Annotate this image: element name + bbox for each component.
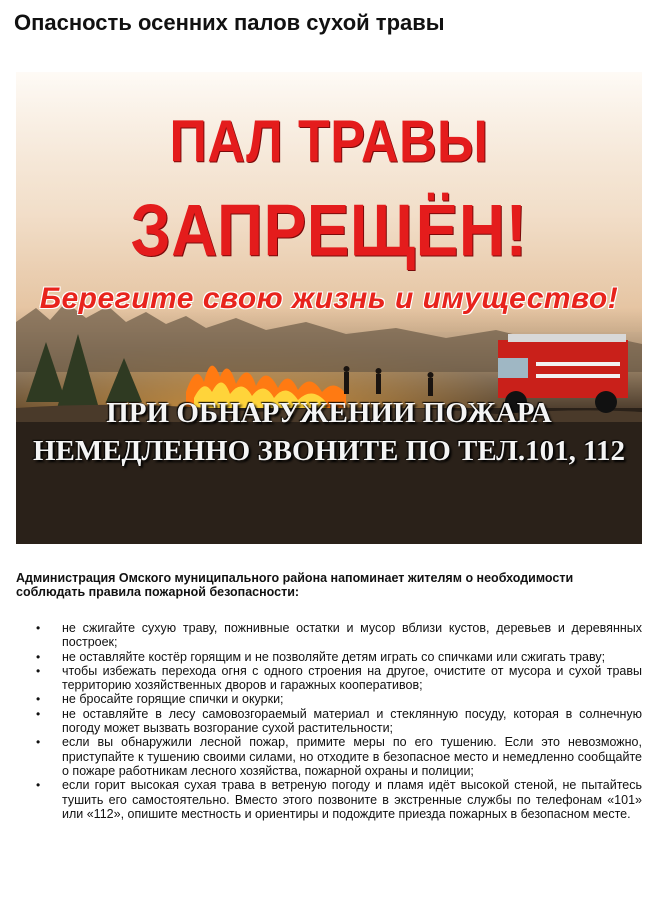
list-item (16, 650, 642, 664)
poster-callout-line-1: ПРИ ОБНАРУЖЕНИИ ПОЖАРА (106, 397, 552, 429)
rule-text: если вы обнаружили лесной пожар, примите меры по его тушению. Если это невозможно, приступайте к тушению своими силами, но отходите в безопасное место и немедленно сообщайте о пожаре работникам лесного хозяйства, пожарной охраны и полиции; (62, 735, 642, 778)
rule-text: не бросайте горящие спички и окурки; (62, 692, 284, 707)
poster-slogan: Берегите свою жизнь и имущество! (39, 282, 619, 315)
poster-callout-line-2: НЕМЕДЛЕННО ЗВОНИТЕ ПО ТЕЛ.101, 112 (32, 435, 626, 467)
list-item (16, 707, 642, 736)
poster-headline-prohibited: ЗАПРЕЩЁН! (130, 188, 528, 272)
poster-image (16, 72, 642, 544)
rule-text: если горит высокая сухая трава в ветреную погоду и пламя идёт высокой стеной, не пытайтесь тушить его самостоятельно. Вместо этого позвоните в экстренные службы по телефонам «101» или «112», опишите местность и ориентиры и подождите приезда пожарных в безопасном месте. (62, 778, 642, 821)
list-item (16, 692, 642, 706)
list-item (16, 735, 642, 778)
rule-text: чтобы избежать перехода огня с одного строения на другое, очистите от мусора и сухой травы территорию хозяйственных дворов и гаражных кооперативов; (62, 663, 642, 693)
list-item (16, 621, 642, 650)
bullet-icon: • (36, 649, 41, 664)
bullet-icon: • (36, 706, 41, 721)
page-title: Опасность осенних палов сухой травы (14, 10, 445, 35)
poster-headline-grass-burning: ПАЛ ТРАВЫ (169, 108, 489, 176)
bullet-icon: • (36, 663, 41, 678)
rule-text: не сжигайте сухую траву, пожнивные остатки и мусор вблизи кустов, деревьев и деревянных построек; (62, 621, 642, 650)
bullet-icon: • (36, 735, 41, 750)
rule-text: не оставляйте костёр горящим и не позволяйте детям играть со спичками или сжигать траву; (62, 649, 606, 664)
rule-text: не оставляйте в лесу самовозгораемый материал и стеклянную посуду, которая в солнечную погоду может вызвать возгорание сухой растительности; (62, 706, 642, 736)
bullet-icon: • (36, 692, 41, 707)
list-item (16, 778, 642, 821)
intro-paragraph: Администрация Омского муниципального района напоминает жителям о необходимости соблюдать правила пожарной безопасности: (16, 571, 574, 599)
bullet-icon: • (36, 621, 41, 635)
fire-safety-rules-list (16, 621, 642, 821)
bullet-icon: • (36, 778, 41, 793)
list-item (16, 664, 642, 693)
